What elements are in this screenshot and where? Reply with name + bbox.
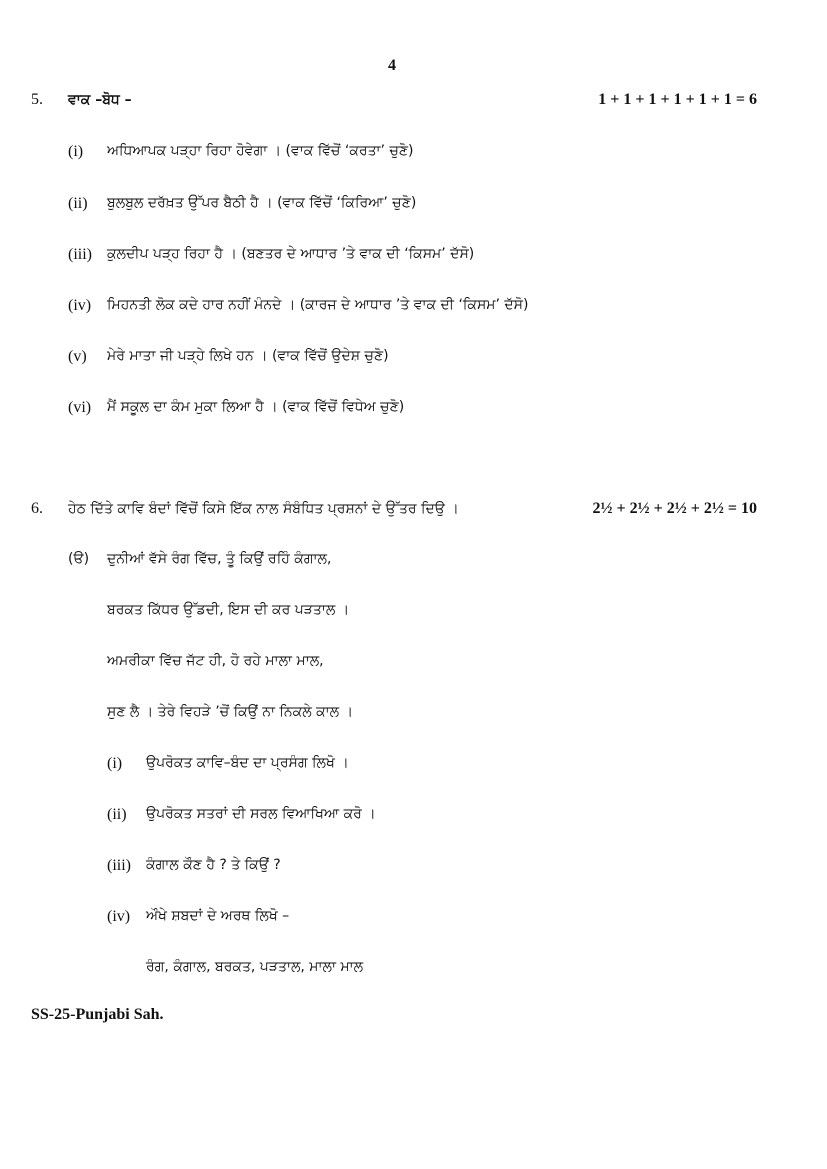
verse-line: ਦੁਨੀਆਂ ਵੱਸੇ ਰੰਗ ਵਿੱਚ, ਤੂੰ ਕਿਉਂ ਰਹਿੰ ਕੰਗਾਲ, <box>107 551 332 567</box>
q5-item-text: ਕੁਲਦੀਪ ਪੜ੍ਹ ਰਿਹਾ ਹੈ । (ਬਣਤਰ ਦੇ ਆਧਾਰ ’ਤੇ ਵਾਕ ਦੀ ‘ਕਿਸਮ’ ਦੱਸੋ) <box>107 246 475 262</box>
q6-question-num: (i) <box>107 755 123 772</box>
q5-item-num: (v) <box>68 348 87 365</box>
q6-question-num: (iv) <box>107 908 131 925</box>
question-5-marks: 1 + 1 + 1 + 1 + 1 + 1 = 6 <box>598 91 757 108</box>
page-number: 4 <box>388 57 396 74</box>
verse-line: ਅਮਰੀਕਾ ਵਿੱਚ ਜੱਟ ਹੀ, ਹੋ ਰਹੇ ਮਾਲਾ ਮਾਲ, <box>107 653 324 669</box>
q6-question-text: ਔਖੇ ਸ਼ਬਦਾਂ ਦੇ ਅਰਥ ਲਿਖੋ – <box>146 908 290 924</box>
question-5-title: ਵਾਕ –ਬੋਧ – <box>68 92 132 108</box>
q5-item-text: ਮੈਂ ਸਕੂਲ ਦਾ ਕੰਮ ਮੁਕਾ ਲਿਆ ਹੈ । (ਵਾਕ ਵਿੱਚੋਂ ਵਿਧੇਅ ਚੁਣੋ) <box>107 399 405 415</box>
question-6-number: 6. <box>31 500 43 517</box>
q5-item-num: (iv) <box>68 297 92 314</box>
question-5-number: 5. <box>31 91 43 108</box>
footer-code: SS-25-Punjabi Sah. <box>31 1006 164 1023</box>
q5-item-num: (vi) <box>68 399 92 416</box>
word-list: ਰੰਗ, ਕੰਗਾਲ, ਬਰਕਤ, ਪੜਤਾਲ, ਮਾਲਾ ਮਾਲ <box>146 959 364 975</box>
q6-question-text: ਕੰਗਾਲ ਕੌਣ ਹੈ ? ਤੇ ਕਿਉਂ ? <box>146 857 281 873</box>
q6-question-num: (iii) <box>107 857 131 874</box>
verse-line: ਸੁਣ ਲੈ । ਤੇਰੇ ਵਿਹੜੇ ’ਚੋਂ ਕਿਉਂ ਨਾ ਨਿਕਲੇ ਕਾਲ । <box>107 704 354 720</box>
question-6-title: ਹੇਠ ਦਿੱਤੇ ਕਾਵਿ ਬੰਦਾਂ ਵਿੱਚੋਂ ਕਿਸੇ ਇੱਕ ਨਾਲ ਸੰਬੰਧਿਤ ਪ੍ਰਸ਼ਨਾਂ ਦੇ ਉੱਤਰ ਦਿਉ । <box>68 501 459 517</box>
q5-item-num: (ii) <box>68 195 88 212</box>
question-6-marks: 2½ + 2½ + 2½ + 2½ = 10 <box>592 500 757 517</box>
q6-question-text: ਉਪਰੋਕਤ ਸਤਰਾਂ ਦੀ ਸਰਲ ਵਿਆਖਿਆ ਕਰੋ । <box>146 806 376 822</box>
q6-question-num: (ii) <box>107 806 127 823</box>
part-label: (ੳ) <box>68 551 90 567</box>
q6-question-text: ਉਪਰੋਕਤ ਕਾਵਿ–ਬੰਦ ਦਾ ਪ੍ਰਸੰਗ ਲਿਖੋ । <box>146 755 349 771</box>
q5-item-text: ਮਿਹਨਤੀ ਲੋਕ ਕਦੇ ਹਾਰ ਨਹੀਂ ਮੰਨਦੇ । (ਕਾਰਜ ਦੇ ਆਧਾਰ ’ਤੇ ਵਾਕ ਦੀ ‘ਕਿਸਮ’ ਦੱਸੋ) <box>107 297 529 313</box>
verse-line: ਬਰਕਤ ਕਿੱਧਰ ਉੱਡਦੀ, ਇਸ ਦੀ ਕਰ ਪੜਤਾਲ । <box>107 602 350 618</box>
q5-item-num: (iii) <box>68 246 92 263</box>
q5-item-text: ਅਧਿਆਪਕ ਪੜ੍ਹਾ ਰਿਹਾ ਹੋਵੇਗਾ । (ਵਾਕ ਵਿੱਚੋਂ ‘ਕਰਤਾ’ ਚੁਣੋ) <box>107 143 414 159</box>
q5-item-text: ਬੁਲਬੁਲ ਦਰੱਖ਼ਤ ਉੱਪਰ ਬੈਠੀ ਹੈ । (ਵਾਕ ਵਿੱਚੋਂ ‘ਕਿਰਿਆ’ ਚੁਣੋ) <box>107 195 417 211</box>
q5-item-num: (i) <box>68 143 84 160</box>
q5-item-text: ਮੇਰੇ ਮਾਤਾ ਜੀ ਪੜ੍ਹੇ ਲਿਖੇ ਹਨ । (ਵਾਕ ਵਿੱਚੋਂ ਉਦੇਸ਼ ਚੁਣੋ) <box>107 348 389 364</box>
